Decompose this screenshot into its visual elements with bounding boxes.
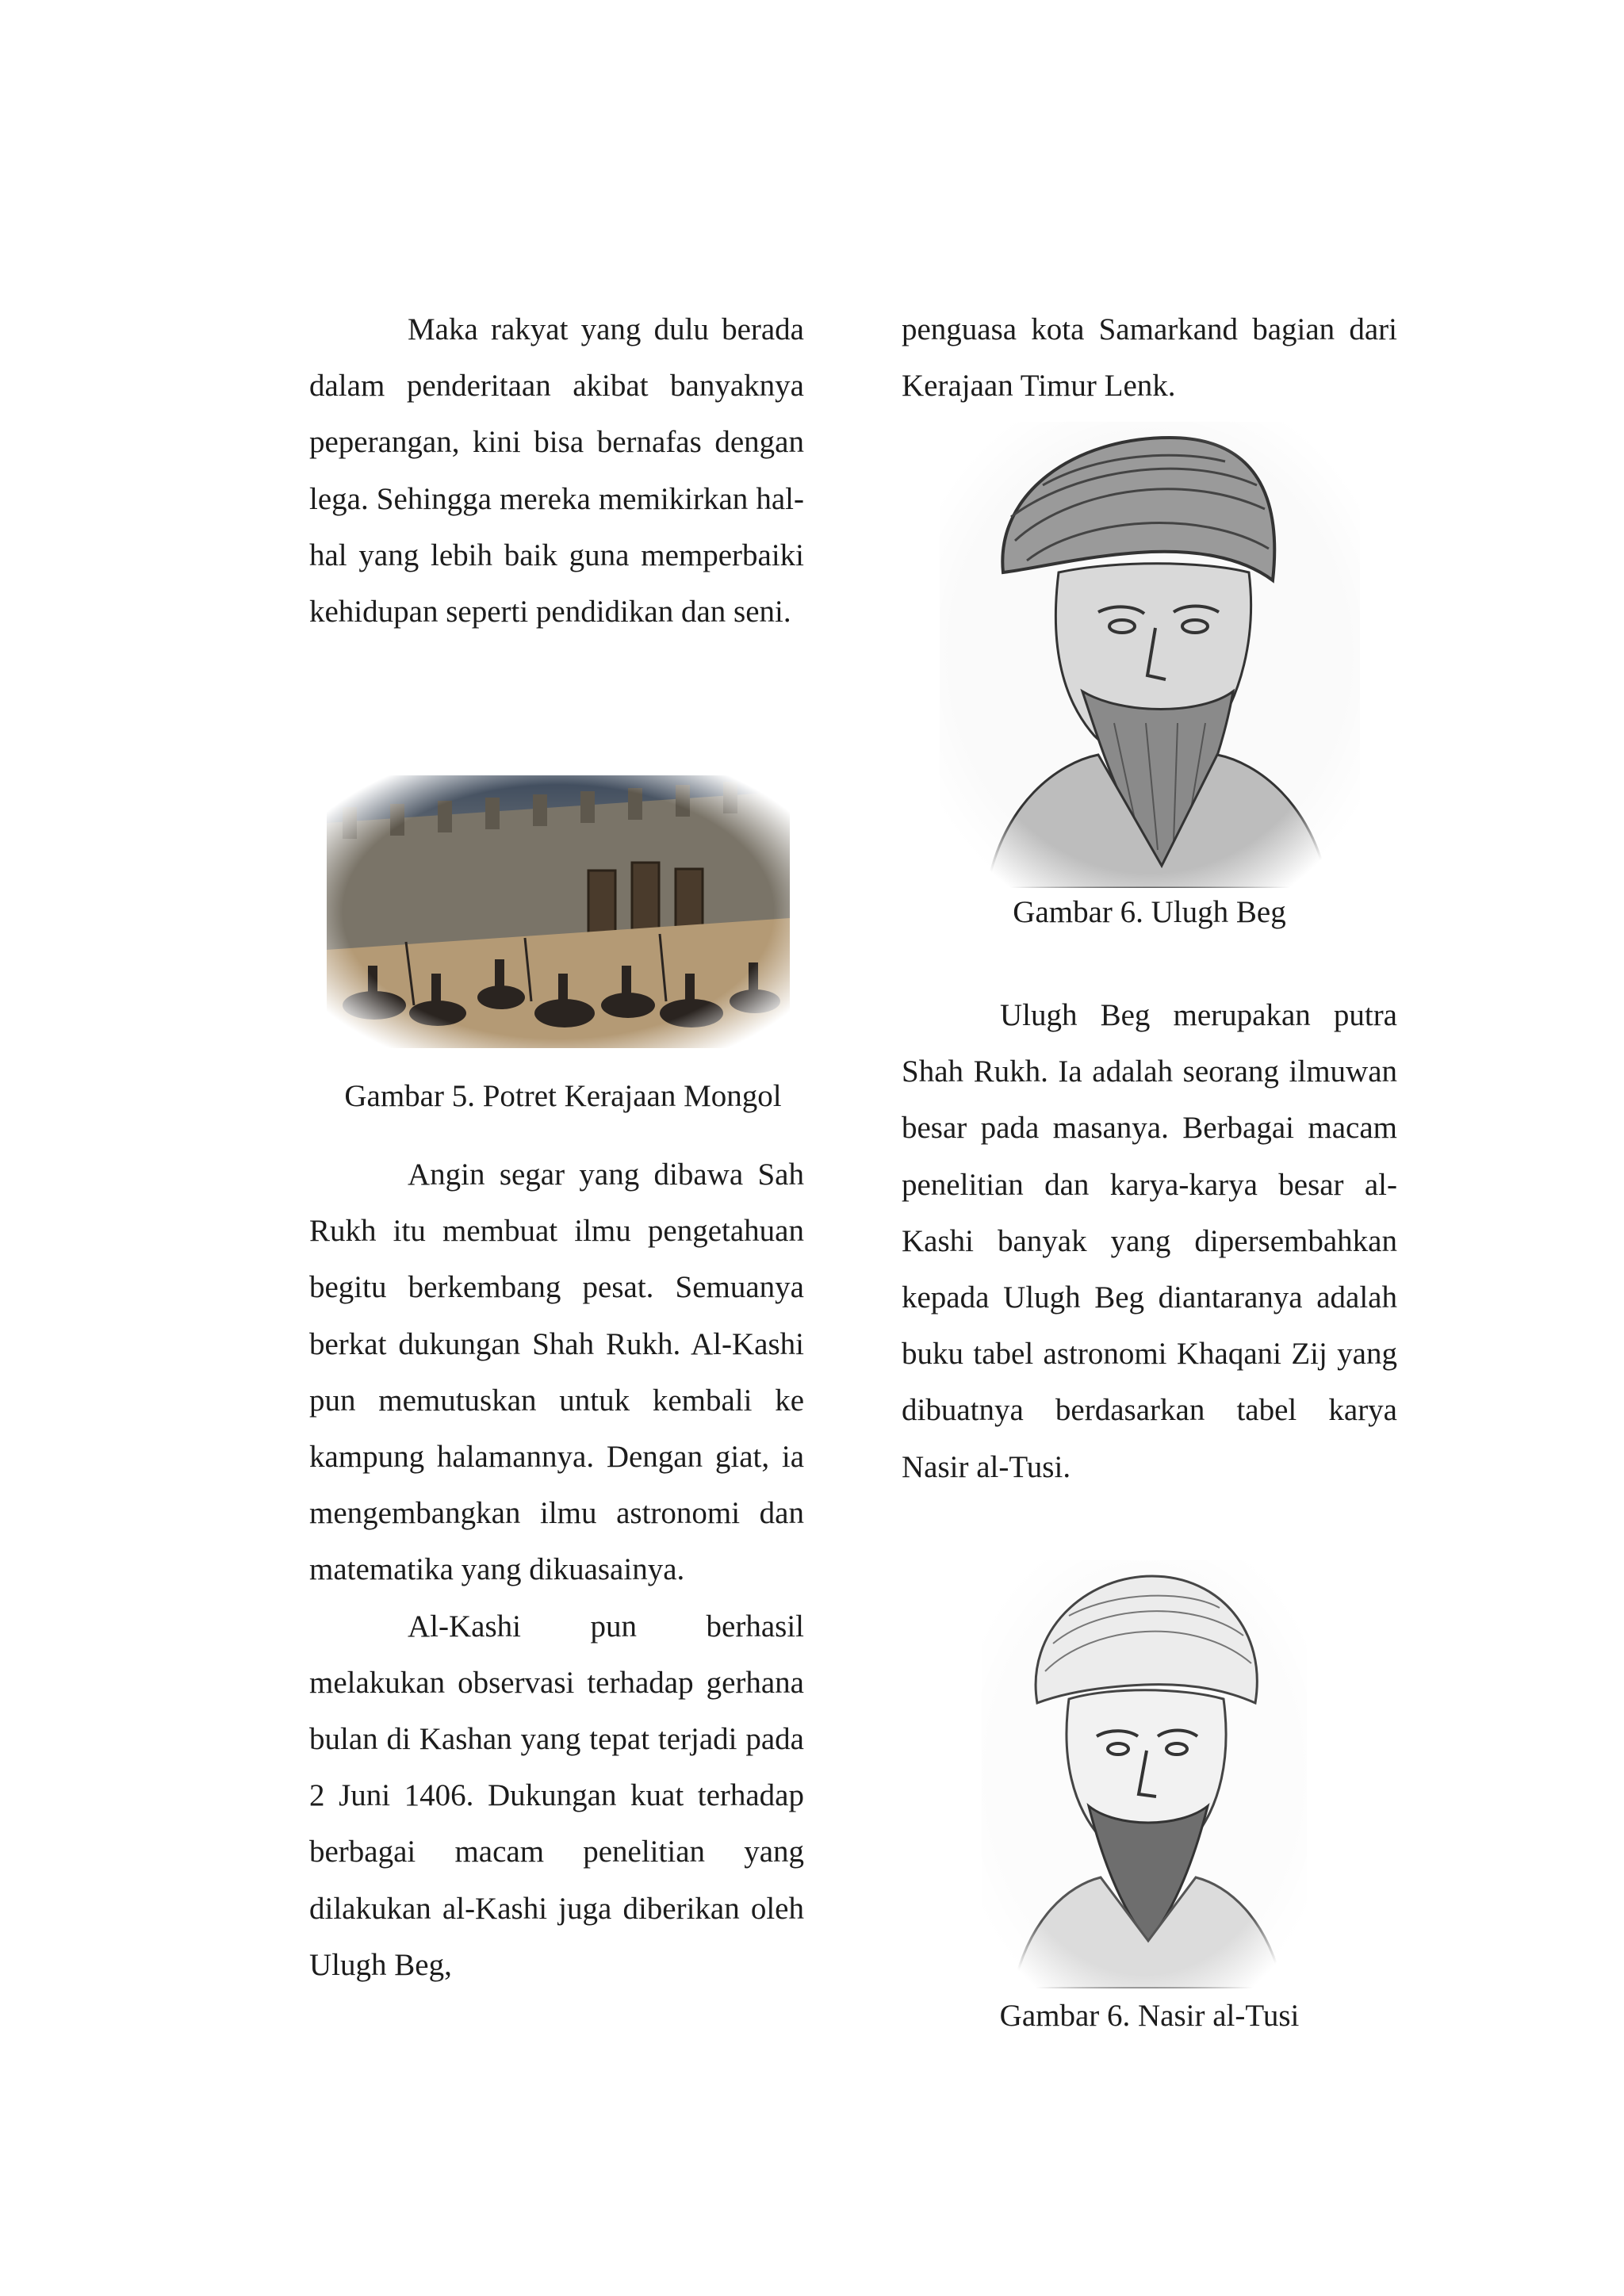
paragraph-rakyat: Maka rakyat yang dulu berada dalam penderitaan akibat banyaknya peperangan, kini bisa bernafas dengan lega. Sehingga mereka memikirkan hal-hal yang lebih baik guna memperbaiki kehidupan seperti pendidikan dan seni. [309, 312, 804, 629]
paragraph-angin-segar: Angin segar yang dibawa Sah Rukh itu membuat ilmu pengetahuan begitu berkembang pesat. Semuanya berkat dukungan Shah Rukh. Al-Kashi pun memutuskan untuk kembali ke kampung halamannya. Dengan giat, ia mengembangkan ilmu astronomi dan matematika yang dikuasainya. Al-Kashi pun berhasil melakukan observasi terhadap gerhana bulan di Kashan yang tepat terjadi pada 2 Juni 1406. Dukungan kuat terhadap berbagai macam penelitian yang dilakukan al-Kashi juga diberikan oleh Ulugh Beg, [309, 1146, 804, 1993]
figure-7-caption: Gambar 6. Nasir al-Tusi [999, 1999, 1300, 2033]
mongol-kingdom-painting [327, 775, 790, 1048]
ulugh-beg-portrait [940, 422, 1360, 888]
paragraph-observasi: Al-Kashi pun berhasil melakukan observasi terhadap gerhana bulan di Kashan yang tepat terjadi pada 2 Juni 1406. Dukungan kuat terhadap berbagai macam penelitian yang dilakukan al-Kashi juga diberikan oleh Ulugh Beg, [309, 1609, 804, 1982]
figure-5-caption: Gambar 5. Potret Kerajaan Mongol [344, 1079, 782, 1113]
paragraph-penguasa: penguasa kota Samarkand bagian dari Kerajaan Timur Lenk. [902, 312, 1397, 404]
paragraph-ulugh-beg: Ulugh Beg merupakan putra Shah Rukh. Ia adalah seorang ilmuwan besar pada masanya. Berbagai macam penelitian dan karya-karya besar al-Kashi banyak yang dipersembahkan kepada Ulugh Beg diantaranya adalah buku tabel astronomi Khaqani Zij yang dibuatnya berdasarkan tabel karya Nasir al-Tusi. [902, 998, 1397, 1484]
nasir-al-tusi-portrait [982, 1560, 1307, 1988]
figure-6-caption: Gambar 6. Ulugh Beg [1013, 895, 1286, 929]
